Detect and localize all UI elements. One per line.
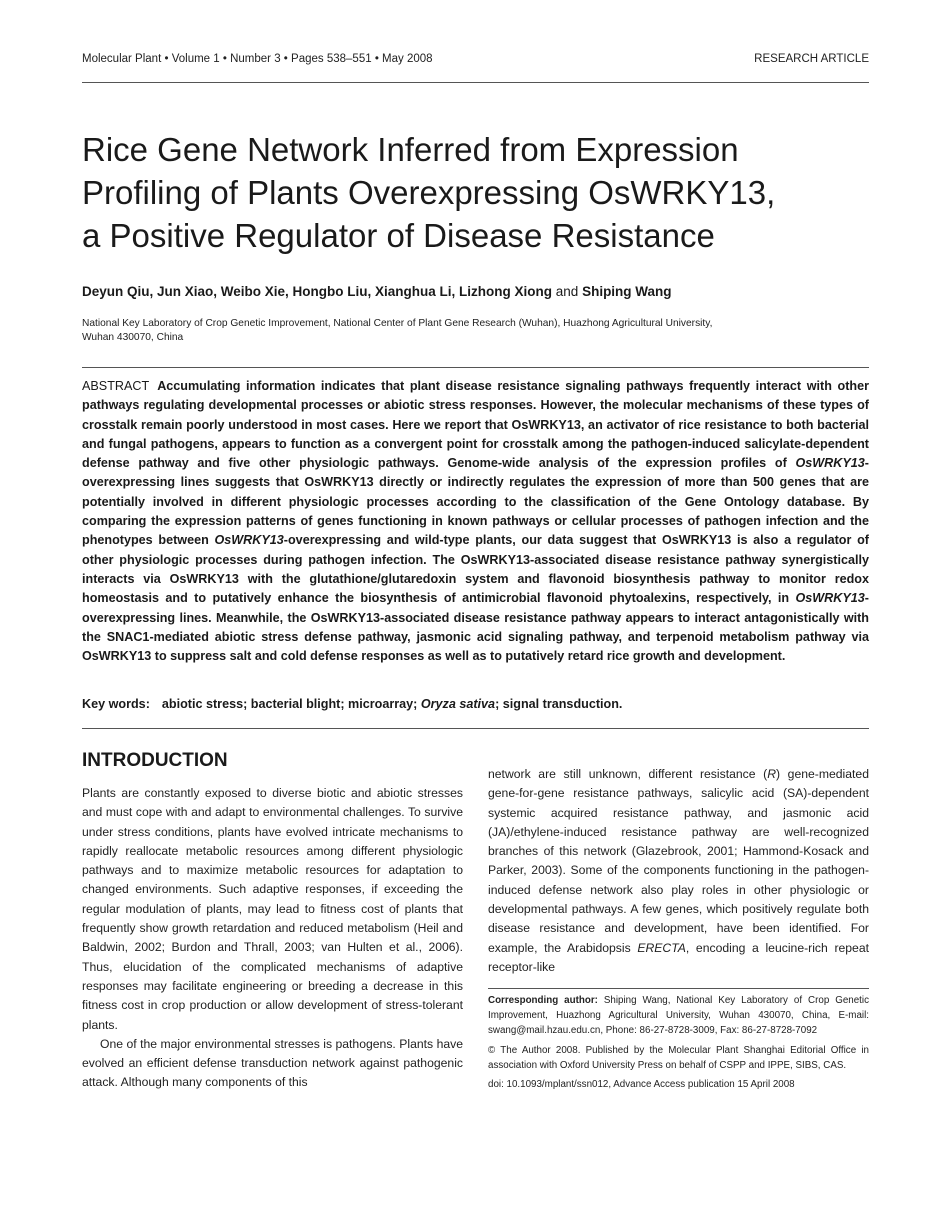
keywords: Key words: abiotic stress; bacterial blight; microarray; Oryza sativa; signal transduction.	[82, 697, 623, 711]
body-column-left	[82, 784, 463, 1093]
body-column-right	[488, 765, 869, 977]
section-heading-introduction: INTRODUCTION	[82, 750, 228, 771]
corresponding-author-note: Corresponding author: Shiping Wang, National Key Laboratory of Crop Genetic Improvement, Huazhong Agricultural University, Wuhan 430070, China, E-mail: swang@mail.hzau.edu.cn, Phone: 86-27-8728-3009, Fax: 86-27-8728-7092	[488, 995, 869, 1037]
abstract-label: ABSTRACT	[82, 379, 150, 393]
article-type: RESEARCH ARTICLE	[754, 53, 869, 65]
intro-paragraph-2: One of the major environmental stresses is pathogens. Plants have evolved an efficient defense transduction network against pathogenic attack. Although many components of this	[82, 1036, 463, 1090]
article-title: Rice Gene Network Inferred from Expression Profiling of Plants Overexpressing OsWRKY13, a Positive Regulator of Disease Resistance	[82, 131, 776, 254]
copyright-note: © The Author 2008. Published by the Molecular Plant Shanghai Editorial Office in association with Oxford University Press on behalf of CSPP and IPPE, SIBS, CAS.	[488, 1044, 869, 1071]
abstract-divider	[82, 367, 869, 368]
running-header	[82, 53, 869, 65]
author-list: Deyun Qiu, Jun Xiao, Weibo Xie, Hongbo Liu, Xianghua Li, Lizhong Xiong and Shiping Wang	[82, 284, 672, 299]
affiliation: National Key Laboratory of Crop Genetic Improvement, National Center of Plant Gene Research (Wuhan), Huazhong Agricultural University, Wuhan 430070, China	[82, 318, 713, 343]
footnote-divider	[488, 988, 869, 989]
header-divider	[82, 82, 869, 83]
keywords-divider	[82, 728, 869, 729]
intro-paragraph-2-continued: network are still unknown, different resistance (R) gene-mediated gene-for-gene resistance pathways, salicylic acid (SA)-dependent systemic acquired resistance pathway, and jasmonic acid (JA)/ethylene-induced resistance pathway are well-recognized branches of this network (Glazebrook, 2001; Hammond-Kosack and Parker, 2003). Some of the components functioning in the pathogen-induced defense network also play roles in other physiologic or developmental pathways. A few genes, which positively regulate both disease resistance and development, have been identified. For example, the Arabidopsis ERECTA, encoding a leucine-rich repeat receptor-like	[488, 767, 869, 974]
footnotes	[488, 993, 869, 1092]
intro-paragraph-1: Plants are constantly exposed to diverse biotic and abiotic stresses and must cope with and adapt to environmental challenges. To survive under stress conditions, plants have evolved intricate mechanisms to rapidly reallocate metabolic resources among different physiologic pathways and to maximize metabolic resources for adaptation to changed environments. Such adaptive responses, if exceeding the regular modulation of plants, may lead to fitness cost of plants that frequently show growth retardation and reduced metabolism (Heil and Baldwin, 2002; Burdon and Thrall, 2003; van Hulten et al., 2006). Thus, elucidation of the complicated mechanisms of adaptive responses may facilitate engineering or breeding a decrease in this fitness cost in crop production or allow development of stress-tolerant plants.	[82, 786, 463, 1032]
abstract: ABSTRACT Accumulating information indicates that plant disease resistance signaling pathways frequently interact with other pathways regulating developmental processes or abiotic stress responses. However, the molecular mechanisms of these types of crosstalk remain poorly understood in most cases. Here we report that OsWRKY13, an activator of rice resistance to both bacterial and fungal pathogens, appears to function as a convergent point for crosstalk among the pathogen-induced salicylate-dependent defense pathway and five other physiologic pathways. Genome-wide analysis of the expression profiles of OsWRKY13-overexpressing lines suggests that OsWRKY13 directly or indirectly regulates the expression of more than 500 genes that are potentially involved in different physiologic processes according to the classification of the Gene Ontology database. By comparing the expression patterns of genes functioning in known pathways or cellular processes of pathogen infection and the phenotypes between OsWRKY13-overexpressing and wild-type plants, our data suggest that OsWRKY13 is also a regulator of other physiologic processes during pathogen infection. The OsWRKY13-associated disease resistance pathway synergistically interacts via OsWRKY13 with the glutathione/glutaredoxin system and flavonoid biosynthesis pathway to monitor redox homeostasis and to putatively enhance the biosynthesis of antimicrobial flavonoid phytoalexins, respectively, in OsWRKY13-overexpressing lines. Meanwhile, the OsWRKY13-associated disease resistance pathway appears to interact antagonistically with the SNAC1-mediated abiotic stress defense pathway, jasmonic acid signaling pathway, and terpenoid metabolism pathway via OsWRKY13 to suppress salt and cold defense responses as well as to putatively retard rice growth and development.	[82, 379, 869, 664]
doi-note: doi: 10.1093/mplant/ssn012, Advance Access publication 15 April 2008	[488, 1079, 795, 1091]
keywords-label: Key words:	[82, 697, 150, 711]
journal-citation: Molecular Plant • Volume 1 • Number 3 • Pages 538–551 • May 2008	[82, 53, 433, 65]
